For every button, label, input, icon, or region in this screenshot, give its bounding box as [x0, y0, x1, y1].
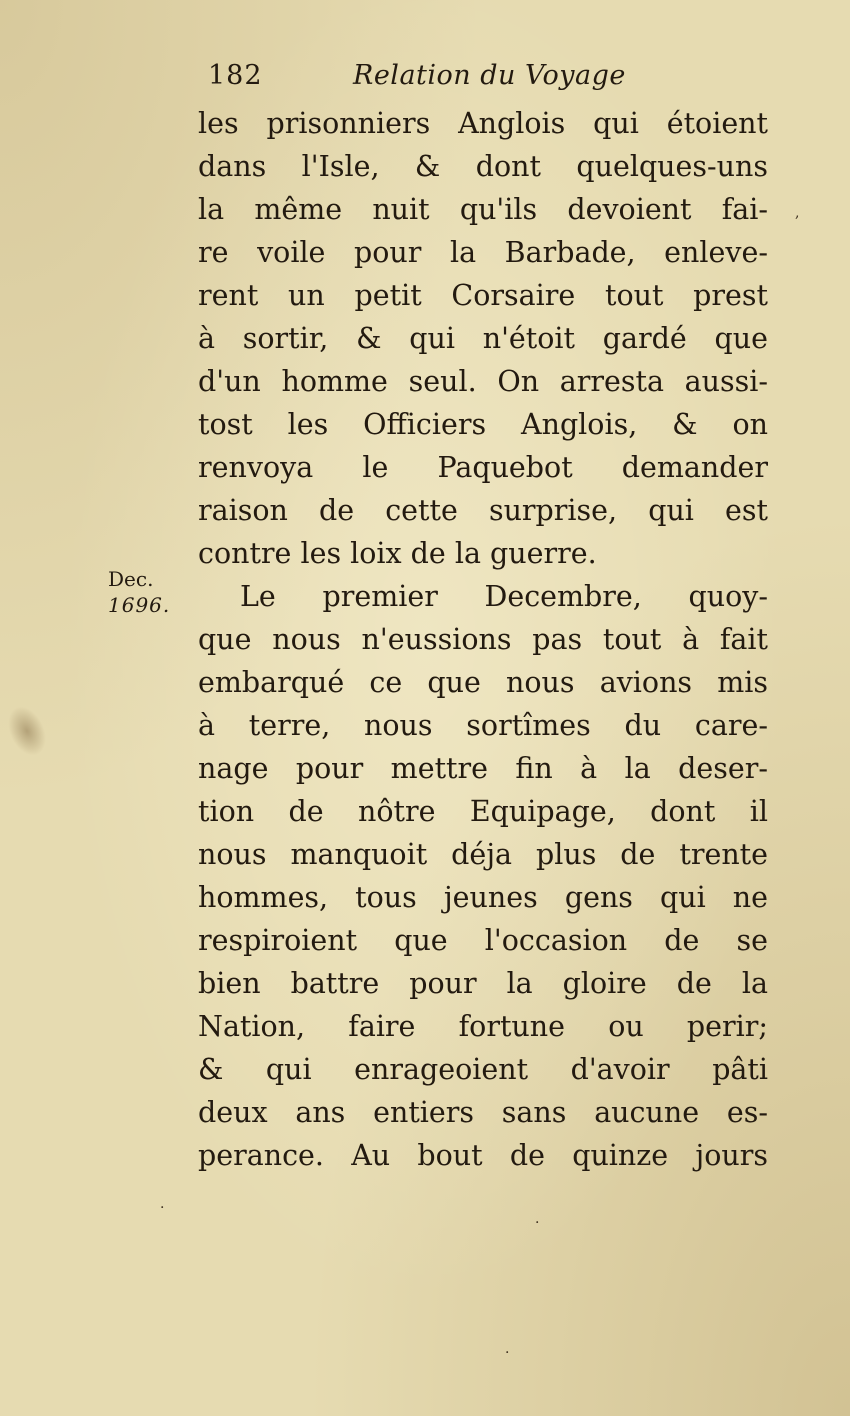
text-line: nage pour mettre fin à la deser- — [198, 752, 768, 785]
text-line: d'un homme seul. On arresta aussi- — [198, 365, 768, 398]
page-header — [208, 60, 768, 102]
margin-note-year: 1696. — [108, 593, 171, 617]
ink-speck: , — [795, 205, 800, 221]
text-line: Le premier Decembre, quoy- — [240, 580, 768, 613]
text-line: & qui enrageoient d'avoir pâti — [198, 1053, 768, 1086]
text-line: embarqué ce que nous avions mis — [198, 666, 768, 699]
text-line: à terre, nous sortîmes du care- — [198, 709, 768, 742]
text-line: à sortir, & qui n'étoit gardé que — [198, 322, 768, 355]
text-line: les prisonniers Anglois qui étoient — [198, 107, 768, 140]
margin-note-month: Dec. — [108, 567, 154, 591]
paper-stain — [1, 700, 54, 761]
text-line: raison de cette surprise, qui est — [198, 494, 768, 527]
text-line: re voile pour la Barbade, enleve- — [198, 236, 768, 269]
ink-speck: · — [160, 1200, 165, 1216]
body-text — [198, 102, 768, 1177]
text-line: rent un petit Corsaire tout prest — [198, 279, 768, 312]
text-line: dans l'Isle, & dont quelques-uns — [198, 150, 768, 183]
text-line: que nous n'eussions pas tout à fait — [198, 623, 768, 656]
text-line: Nation, faire fortune ou perir; — [198, 1010, 768, 1043]
text-line: deux ans entiers sans aucune es- — [198, 1096, 768, 1129]
ink-speck: · — [535, 1215, 540, 1231]
running-head: Relation du Voyage — [353, 60, 626, 91]
text-line: la même nuit qu'ils devoient fai- — [198, 193, 768, 226]
text-line: bien battre pour la gloire de la — [198, 967, 768, 1000]
text-line: respiroient que l'occasion de se — [198, 924, 768, 957]
text-line: hommes, tous jeunes gens qui ne — [198, 881, 768, 914]
text-line: perance. Au bout de quinze jours — [198, 1139, 768, 1172]
text-line: tost les Officiers Anglois, & on — [198, 408, 768, 441]
text-line: tion de nôtre Equipage, dont il — [198, 795, 768, 828]
margin-note — [108, 566, 198, 618]
text-line: renvoya le Paquebot demander — [198, 451, 768, 484]
page-number: 182 — [208, 60, 263, 91]
text-line: contre les loix de la guerre. — [198, 537, 597, 570]
text-line: nous manquoit déja plus de trente — [198, 838, 768, 871]
ink-speck: · — [505, 1345, 510, 1361]
